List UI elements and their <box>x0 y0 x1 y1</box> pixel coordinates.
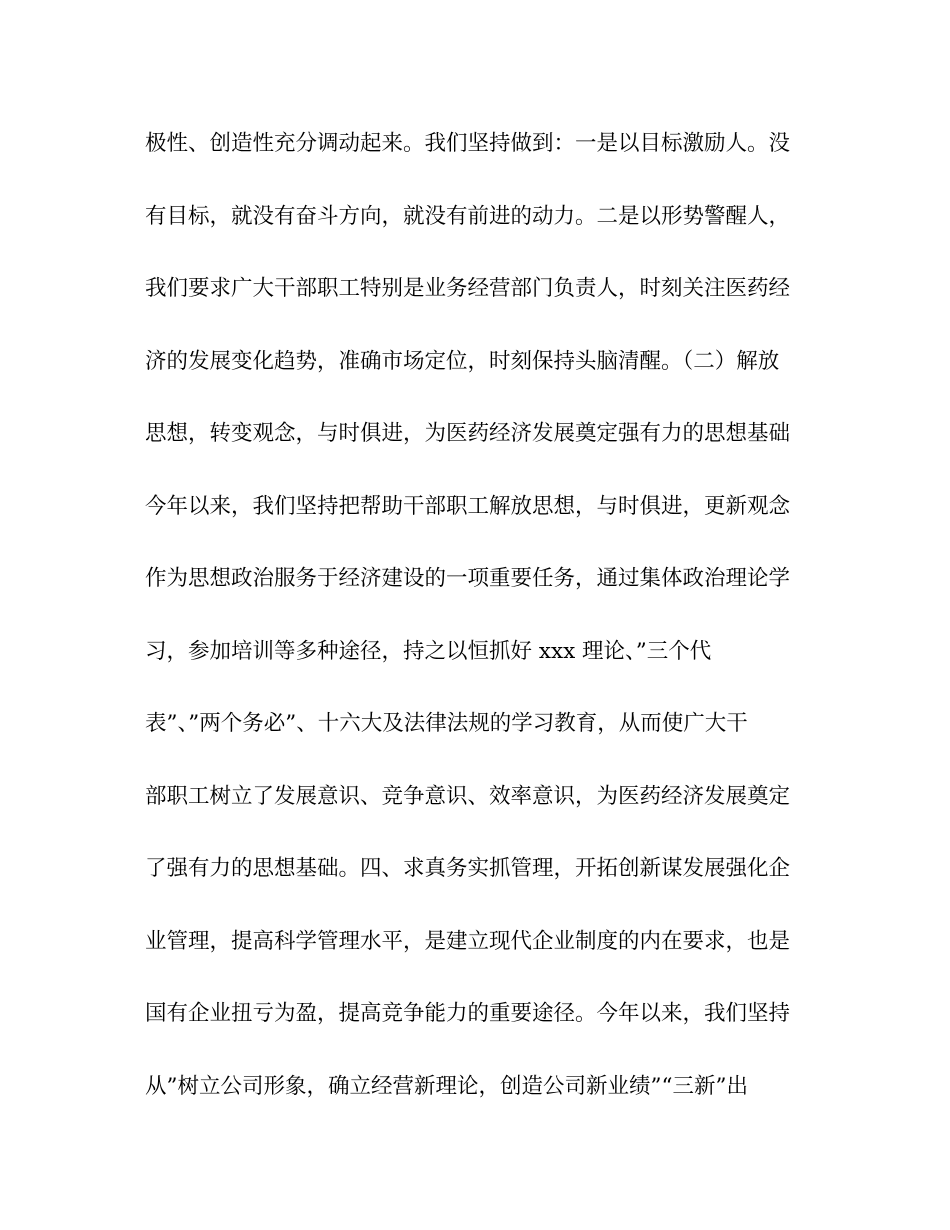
text-line: 今年以来，我们坚持把帮助干部职工解放思想，与时俱进，更新观念 <box>145 493 791 519</box>
text-line: 济的发展变化趋势，准确市场定位，时刻保持头脑清醒。（二）解放 <box>145 348 780 374</box>
text-line: 作为思想政治服务于经济建设的一项重要任务，通过集体政治理论学 <box>145 566 791 591</box>
text-line: 部职工树立了发展意识、竞争意识、效率意识，为医药经济发展奠定 <box>145 783 791 809</box>
text-line: 我们要求广大干部职工特别是业务经营部门负责人，时刻关注医药经 <box>145 276 791 301</box>
text-line: 国有企业扭亏为盈，提高竞争能力的重要途径。今年以来，我们坚持 <box>145 1001 791 1026</box>
body-text <box>145 124 805 1139</box>
text-line: 表”、”两个务必”、十六大及法律法规的学习教育，从而使广大干 <box>145 711 748 736</box>
text-line: 从”树立公司形象，确立经营新理论，创造公司新业绩”“三新”出 <box>145 1073 748 1099</box>
text-line: 有目标，就没有奋斗方向，就没有前进的动力。二是以形势警醒人， <box>145 203 791 229</box>
text-line: 业管理，提高科学管理水平，是建立现代企业制度的内在要求，也是 <box>145 928 791 954</box>
text-line: 习，参加培训等多种途径，持之以恒抓好 xxx 理论、”三个代 <box>145 638 712 664</box>
text-line: 了强有力的思想基础。四、求真务实抓管理，开拓创新谋发展强化企 <box>145 856 791 881</box>
text-line: 思想，转变观念，与时俱进，为医药经济发展奠定强有力的思想基础 <box>145 421 791 446</box>
text-line: 极性、创造性充分调动起来。我们坚持做到：一是以目标激励人。没 <box>145 131 791 156</box>
